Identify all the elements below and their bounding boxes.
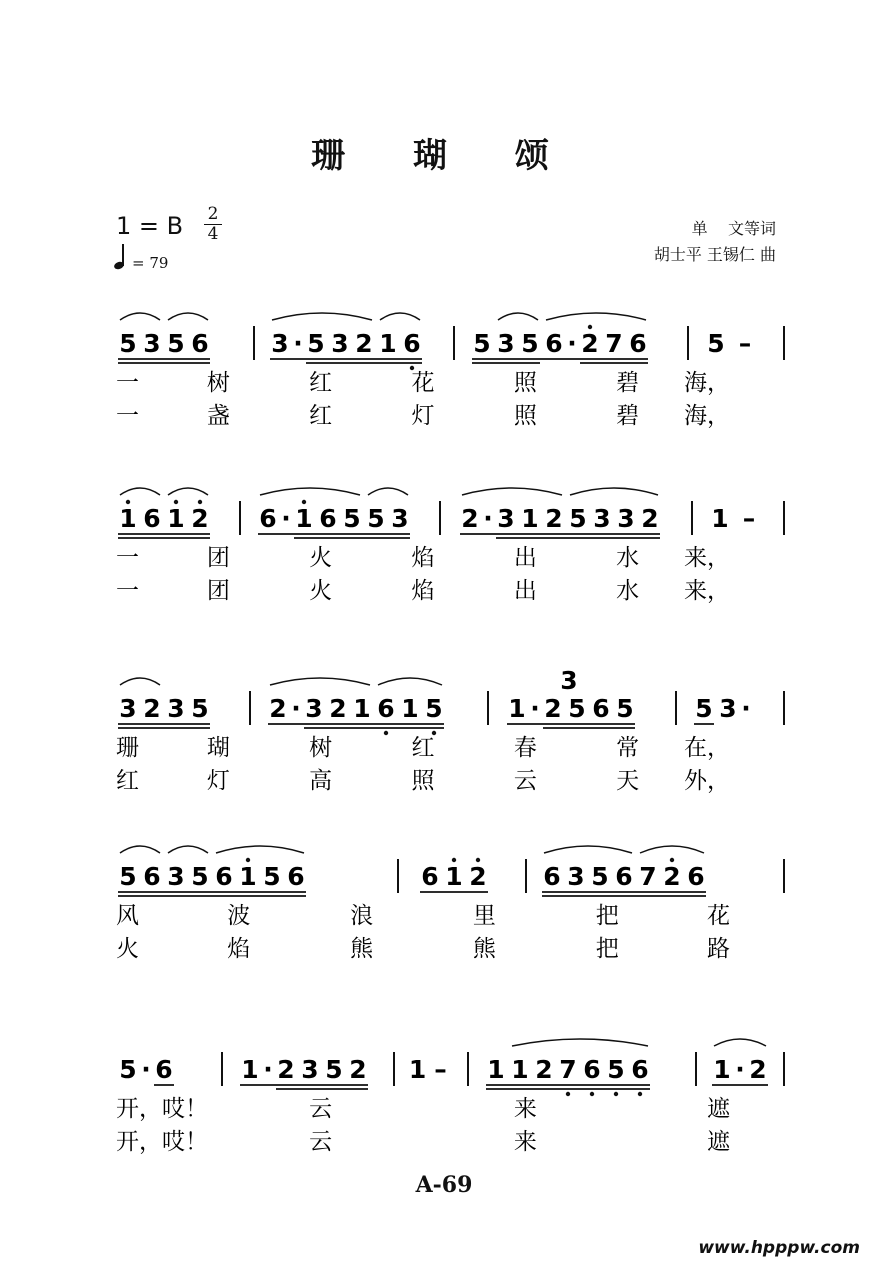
note: 2 bbox=[581, 329, 599, 358]
lyric-word: 焰 bbox=[227, 936, 251, 962]
high-octave-dot bbox=[198, 500, 202, 504]
grace-note: 3 bbox=[560, 666, 578, 695]
slur-arc bbox=[640, 846, 704, 853]
low-octave-dot bbox=[384, 731, 388, 735]
slur-arc bbox=[462, 488, 562, 495]
note: 5 bbox=[167, 329, 185, 358]
lyric-word: 出 bbox=[513, 578, 537, 604]
note: 5 bbox=[307, 329, 325, 358]
lyric-word: 团 bbox=[206, 578, 230, 604]
note: 6 bbox=[592, 694, 610, 723]
slur-arc bbox=[368, 488, 408, 495]
slur-arc bbox=[546, 313, 646, 320]
note: 1 bbox=[353, 694, 371, 723]
note: 5 bbox=[119, 329, 137, 358]
note: 3 bbox=[143, 329, 161, 358]
note: 3 bbox=[567, 862, 585, 891]
note: 5 bbox=[707, 329, 725, 358]
note: 5 bbox=[473, 329, 491, 358]
note: 5 bbox=[191, 862, 209, 891]
lyric-word: 树 bbox=[206, 370, 230, 396]
lyric-word: 春 bbox=[513, 735, 537, 761]
note: 3 bbox=[719, 694, 737, 723]
note: 1 bbox=[408, 1055, 427, 1084]
lyricist-credit: 单 文等词 bbox=[691, 219, 776, 238]
note: 6 bbox=[583, 1055, 601, 1084]
note: 1 bbox=[241, 1055, 259, 1084]
lyric-word: 水 bbox=[616, 578, 640, 604]
note: 7 bbox=[559, 1055, 577, 1084]
lyric-word: 来 bbox=[513, 1129, 537, 1155]
note: 2 bbox=[544, 694, 562, 723]
note: 6 bbox=[687, 862, 705, 891]
high-octave-dot bbox=[246, 858, 250, 862]
note: 1 bbox=[711, 504, 729, 533]
note: 6 bbox=[615, 862, 633, 891]
note: 2 bbox=[535, 1055, 553, 1084]
lyric-word: 来， bbox=[684, 578, 730, 604]
composer-credit: 胡士平 王锡仁 曲 bbox=[653, 245, 776, 264]
note: 5 bbox=[119, 862, 137, 891]
note: 2 bbox=[469, 862, 487, 891]
lyric-word: 海， bbox=[684, 370, 730, 396]
note: 5 bbox=[568, 694, 586, 723]
note: 3 bbox=[593, 504, 611, 533]
note: 5 bbox=[425, 694, 443, 723]
slur-arc bbox=[120, 678, 160, 685]
note: · bbox=[293, 329, 303, 358]
watermark: www.hpppw.com bbox=[698, 1238, 860, 1258]
lyric-word: 珊 bbox=[116, 735, 139, 761]
lyric-word: 路 bbox=[707, 936, 730, 962]
slur-arc bbox=[378, 678, 442, 685]
lyric-word: 花 bbox=[707, 903, 730, 929]
note: 3 bbox=[119, 694, 137, 723]
note: 2 bbox=[349, 1055, 367, 1084]
note: 2 bbox=[355, 329, 373, 358]
note: 6 bbox=[545, 329, 563, 358]
lyric-word: 水 bbox=[616, 545, 640, 571]
note: 5 bbox=[591, 862, 609, 891]
note: 6 bbox=[143, 504, 161, 533]
note: 3 bbox=[271, 329, 289, 358]
lyric-word: 碧 bbox=[616, 403, 640, 429]
slur-arc bbox=[260, 488, 360, 495]
note: 6 bbox=[191, 329, 209, 358]
note: 7 bbox=[605, 329, 623, 358]
high-octave-dot bbox=[588, 325, 592, 329]
note: 5 bbox=[325, 1055, 343, 1084]
note: 2 bbox=[191, 504, 209, 533]
tempo-text: = 79 bbox=[132, 254, 169, 272]
note: 1 bbox=[379, 329, 397, 358]
lyric-word: 一 bbox=[116, 403, 139, 429]
note: · bbox=[735, 1055, 745, 1084]
note: 1 bbox=[119, 504, 137, 533]
high-octave-dot bbox=[302, 500, 306, 504]
lyric-word: 天 bbox=[616, 768, 640, 794]
note: 1 bbox=[508, 694, 526, 723]
note: 1 bbox=[445, 862, 463, 891]
lyric-word: 遮 bbox=[707, 1129, 730, 1155]
note: 6 bbox=[629, 329, 647, 358]
note: 2 bbox=[749, 1055, 767, 1084]
lyric-word: 灯 bbox=[206, 768, 230, 794]
note: 7 bbox=[639, 862, 657, 891]
lyric-word: 云 bbox=[309, 1096, 333, 1122]
note: 2 bbox=[277, 1055, 295, 1084]
note: 6 bbox=[319, 504, 337, 533]
lyric-word: 风 bbox=[116, 903, 139, 929]
lyric-word: 盏 bbox=[206, 403, 230, 429]
song-title: 珊 瑚 颂 bbox=[311, 136, 577, 176]
note: 6 bbox=[215, 862, 233, 891]
time-signature-top: 2 bbox=[207, 204, 219, 224]
note: 3 bbox=[497, 329, 515, 358]
slur-arc bbox=[120, 488, 160, 495]
lyric-word: 开，哎！ bbox=[116, 1096, 208, 1122]
lyric-word: 出 bbox=[513, 545, 537, 571]
lyric-word: 海， bbox=[684, 403, 730, 429]
lyric-word: 火 bbox=[309, 578, 333, 604]
lyric-word: 红 bbox=[309, 403, 333, 429]
rest-dash: – bbox=[738, 329, 752, 358]
low-octave-dot bbox=[566, 1092, 570, 1096]
lyric-word: 云 bbox=[513, 768, 537, 794]
lyric-word: 焰 bbox=[411, 545, 435, 571]
note: 1 bbox=[713, 1055, 731, 1084]
note: 1 bbox=[511, 1055, 529, 1084]
note: 6 bbox=[377, 694, 395, 723]
note: 3 bbox=[305, 694, 323, 723]
low-octave-dot bbox=[614, 1092, 618, 1096]
note: 6 bbox=[421, 862, 439, 891]
note: 6 bbox=[143, 862, 161, 891]
note: 2 bbox=[329, 694, 347, 723]
high-octave-dot bbox=[126, 500, 130, 504]
note: · bbox=[281, 504, 291, 533]
note: 5 bbox=[569, 504, 587, 533]
lyric-word: 一 bbox=[116, 370, 139, 396]
note: 3 bbox=[391, 504, 409, 533]
lyric-word: 云 bbox=[309, 1129, 333, 1155]
slur-arc bbox=[714, 1039, 766, 1046]
note: 5 bbox=[616, 694, 634, 723]
lyric-word: 熊 bbox=[350, 936, 374, 962]
note: 2 bbox=[641, 504, 659, 533]
note: 5 bbox=[521, 329, 539, 358]
slur-arc bbox=[168, 846, 208, 853]
lyric-word: 红 bbox=[309, 370, 333, 396]
note: 5 bbox=[119, 1055, 137, 1084]
rest-dash: – bbox=[434, 1055, 447, 1084]
low-octave-dot bbox=[590, 1092, 594, 1096]
lyric-word: 灯 bbox=[411, 403, 435, 429]
note: 5 bbox=[367, 504, 385, 533]
slur-arc bbox=[544, 846, 632, 853]
slur-arc bbox=[512, 1039, 648, 1046]
lyric-word: 红 bbox=[411, 735, 435, 761]
lyric-word: 开，哎！ bbox=[116, 1129, 208, 1155]
slur-arc bbox=[120, 846, 160, 853]
note: 1 bbox=[239, 862, 257, 891]
page-number: A-69 bbox=[415, 1172, 473, 1198]
note: 6 bbox=[155, 1055, 173, 1084]
note: 2 bbox=[269, 694, 287, 723]
low-octave-dot bbox=[638, 1092, 642, 1096]
note: · bbox=[567, 329, 577, 358]
lyric-word: 火 bbox=[116, 936, 139, 962]
lyric-word: 红 bbox=[116, 768, 139, 794]
note: 6 bbox=[631, 1055, 649, 1084]
note: 2 bbox=[663, 862, 681, 891]
note: · bbox=[530, 694, 540, 723]
slur-arc bbox=[570, 488, 658, 495]
lyric-word: 照 bbox=[513, 370, 537, 396]
lyric-word: 照 bbox=[411, 768, 435, 794]
note: 6 bbox=[287, 862, 305, 891]
note: 5 bbox=[191, 694, 209, 723]
lyric-word: 高 bbox=[309, 768, 333, 794]
lyric-word: 瑚 bbox=[206, 735, 230, 761]
slur-arc bbox=[216, 846, 304, 853]
rest-dash: – bbox=[742, 504, 756, 533]
high-octave-dot bbox=[452, 858, 456, 862]
lyric-word: 把 bbox=[595, 903, 619, 929]
note: 1 bbox=[295, 504, 313, 533]
note: 1 bbox=[401, 694, 419, 723]
lyric-word: 焰 bbox=[411, 578, 435, 604]
note: 6 bbox=[259, 504, 277, 533]
lyric-word: 熊 bbox=[472, 936, 496, 962]
note: 3 bbox=[167, 862, 185, 891]
note: 2 bbox=[545, 504, 563, 533]
note: · bbox=[141, 1055, 151, 1084]
note: 2 bbox=[461, 504, 479, 533]
high-octave-dot bbox=[670, 858, 674, 862]
high-octave-dot bbox=[174, 500, 178, 504]
lyric-word: 常 bbox=[616, 735, 640, 761]
note: 2 bbox=[143, 694, 161, 723]
note: 5 bbox=[695, 694, 713, 723]
lyric-word: 一 bbox=[116, 578, 139, 604]
note: 1 bbox=[487, 1055, 505, 1084]
note: 5 bbox=[607, 1055, 625, 1084]
lyric-word: 照 bbox=[513, 403, 537, 429]
note: 1 bbox=[521, 504, 539, 533]
lyric-word: 来 bbox=[513, 1096, 537, 1122]
lyric-word: 火 bbox=[309, 545, 333, 571]
note: 6 bbox=[543, 862, 561, 891]
lyric-word: 遮 bbox=[707, 1096, 730, 1122]
note: 5 bbox=[343, 504, 361, 533]
note: · bbox=[483, 504, 493, 533]
note: 3 bbox=[167, 694, 185, 723]
slur-arc bbox=[168, 313, 208, 320]
note: 5 bbox=[263, 862, 281, 891]
slur-arc bbox=[380, 313, 420, 320]
lyric-word: 在， bbox=[684, 735, 730, 761]
note: · bbox=[741, 694, 751, 723]
slur-arc bbox=[498, 313, 538, 320]
lyric-word: 碧 bbox=[616, 370, 640, 396]
note: 3 bbox=[331, 329, 349, 358]
slur-arc bbox=[120, 313, 160, 320]
slur-arc bbox=[270, 678, 370, 685]
note: 3 bbox=[301, 1055, 319, 1084]
note: 3 bbox=[497, 504, 515, 533]
lyric-word: 浪 bbox=[350, 903, 374, 929]
slur-arc bbox=[272, 313, 372, 320]
slur-arc bbox=[168, 488, 208, 495]
lyric-word: 花 bbox=[411, 370, 435, 396]
lyric-word: 把 bbox=[595, 936, 619, 962]
lyric-word: 波 bbox=[227, 903, 251, 929]
high-octave-dot bbox=[476, 858, 480, 862]
lyric-word: 团 bbox=[206, 545, 230, 571]
lyric-word: 里 bbox=[472, 903, 496, 929]
note: 6 bbox=[403, 329, 421, 358]
lyric-word: 外， bbox=[684, 768, 730, 794]
time-signature-bottom: 4 bbox=[207, 224, 219, 244]
lyric-word: 一 bbox=[116, 545, 139, 571]
note: · bbox=[263, 1055, 273, 1084]
note: 3 bbox=[617, 504, 635, 533]
note: · bbox=[291, 694, 301, 723]
note: 1 bbox=[167, 504, 185, 533]
lyric-word: 树 bbox=[309, 735, 333, 761]
key-signature: 1 = B bbox=[116, 212, 184, 240]
lyric-word: 来， bbox=[684, 545, 730, 571]
